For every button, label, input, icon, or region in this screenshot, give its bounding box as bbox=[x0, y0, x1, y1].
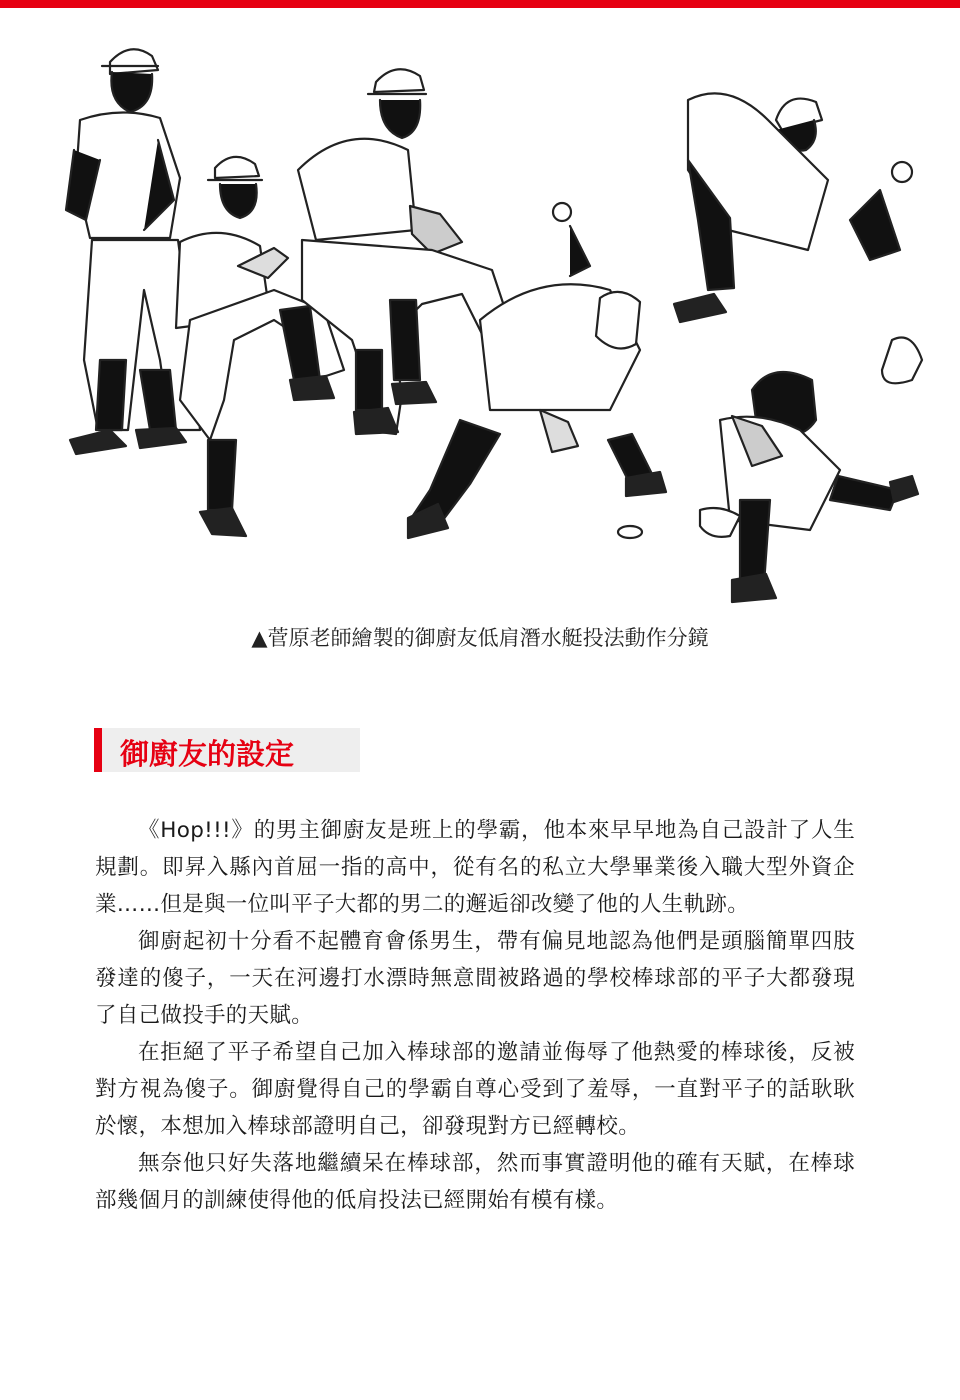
body-paragraph: 御廚起初十分看不起體育會係男生，帶有偏見地認為他們是頭腦簡單四肢發達的傻子，一天在河邊打水漂時無意間被路過的學校棒球部的平子大都發現了自己做投手的天賦。 bbox=[95, 929, 855, 1028]
article-body bbox=[95, 812, 855, 1219]
section-title: 御廚友的設定 bbox=[120, 737, 295, 771]
illustration-caption: ▲菅原老師繪製的御廚友低肩潛水艇投法動作分鏡 bbox=[251, 626, 709, 650]
pitcher-figure-5 bbox=[674, 93, 922, 383]
section-heading bbox=[94, 728, 360, 772]
pitcher-figure-3 bbox=[298, 69, 512, 434]
pitching-sketch-illustration bbox=[40, 20, 940, 610]
body-paragraph: 《Hop!!!》的男主御廚友是班上的學霸，他本來早早地為自己設計了人生規劃。即昇入縣內首屈一指的高中，從有名的私立大學畢業後入職大型外資企業……但是與一位叫平子大都的男二的邂逅卻改變了他的人生軌跡。 bbox=[95, 818, 855, 917]
top-accent-bar bbox=[0, 0, 960, 8]
pitcher-figure-4 bbox=[408, 203, 666, 538]
body-paragraph: 在拒絕了平子希望自己加入棒球部的邀請並侮辱了他熱愛的棒球後，反被對方視為傻子。御廚覺得自己的學霸自尊心受到了羞辱，一直對平子的話耿耿於懷，本想加入棒球部證明自己，卻發現對方已經轉校。 bbox=[95, 1040, 855, 1139]
pitcher-figure-6 bbox=[700, 372, 918, 602]
body-paragraph: 無奈他只好失落地繼續呆在棒球部，然而事實證明他的確有天賦，在棒球部幾個月的訓練使得他的低肩投法已經開始有模有樣。 bbox=[95, 1151, 855, 1213]
